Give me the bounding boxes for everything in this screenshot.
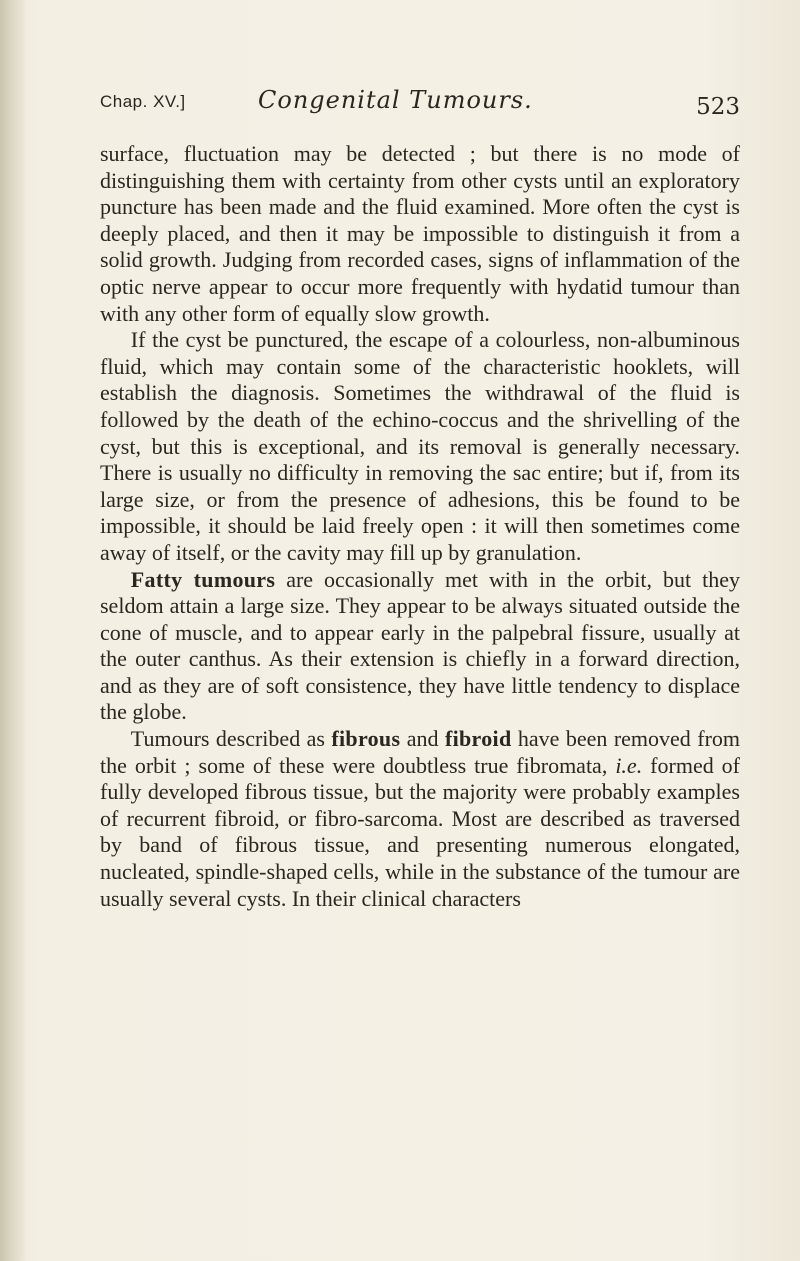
paragraph-4-text-c: formed of fully developed fibrous tissue, but the majority were probably examples of recurrent fibroid, or fibro-sarcoma. Most are described as traversed by band of fibrous tissue, and presenting numerous elongated, nucleated, spindle-shaped cells, while in the substance of the tumour are usually several cysts. In their clinical characters bbox=[100, 752, 741, 911]
ie-abbrev: i.e. bbox=[615, 752, 643, 778]
body-text bbox=[100, 141, 740, 912]
fatty-tumours-heading: Fatty tumours bbox=[130, 566, 276, 592]
paragraph-1: surface, fluctuation may be detected ; but there is no mode of distinguishing them with certainty from other cysts until an exploratory puncture has been made and the fluid examined. More often the cyst is deeply placed, and then it may be impossible to distinguish it from a solid growth. Judging from recorded cases, signs of inflammation of the optic nerve appear to occur more frequently with hydatid tumour than with any other form of equally slow growth. bbox=[100, 141, 740, 326]
page-header bbox=[100, 86, 740, 126]
paragraph-4-text-b: have been removed from the orbit ; some of these were doubtless true fibromata, bbox=[100, 726, 741, 778]
chapter-label: Chap. XV.] bbox=[100, 92, 186, 111]
paragraph-4-and: and bbox=[400, 726, 445, 752]
paragraph-4-text-a: Tumours described as bbox=[130, 726, 332, 752]
paragraph-3 bbox=[100, 567, 740, 727]
paragraph-2: If the cyst be punctured, the escape of a colourless, non-albuminous fluid, which may contain some of the characteristic hooklets, will establish the diagnosis. Sometimes the withdrawal of the fluid is followed by the death of the echino-coccus and the shrivelling of the cyst, but this is exceptional, and its removal is generally necessary. There is usually no difficulty in removing the sac entire; but if, from its large size, or from the presence of adhesions, this be found to be impossible, it should be laid freely open : it will then sometimes come away of itself, or the cavity may fill up by granulation. bbox=[100, 327, 740, 565]
paragraph-4 bbox=[100, 726, 740, 912]
fibrous-term: fibrous bbox=[331, 726, 401, 752]
running-title: Congenital Tumours. bbox=[258, 86, 533, 114]
spine-shadow bbox=[0, 0, 26, 1261]
paragraph-3-text: are occasionally met with in the orbit, but they seldom attain a large size. They appear to be always situated outside the cone of muscle, and to appear early in the palpebral fissure, usually at the outer canthus. As their extension is chiefly in a forward direction, and as they are of soft consistence, they have little tendency to displace the globe. bbox=[100, 566, 740, 725]
fibroid-term: fibroid bbox=[444, 726, 512, 752]
page-number: 523 bbox=[696, 94, 740, 120]
